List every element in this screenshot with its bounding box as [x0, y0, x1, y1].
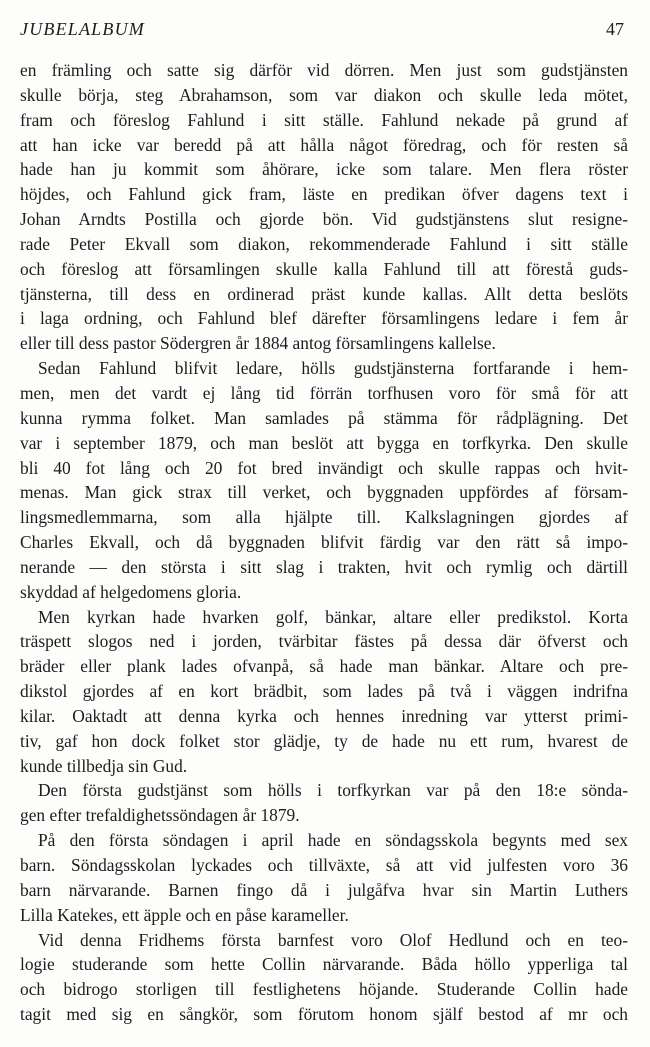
text-line: Charles Ekvall, och då byggnaden blifvit färdig var den rätt så impo-: [20, 532, 628, 553]
text-line: i laga ordning, och Fahlund blef därefter församlingens ledare i fem år: [20, 308, 628, 329]
text-line: var i september 1879, och man beslöt att bygga en torfkyrka. Den skulle: [20, 432, 628, 453]
text-line: Den första gudstjänst som hölls i torfkyrkan var på den 18:e sönda-: [38, 780, 628, 801]
text-line: menas. Man gick strax till verket, och byggnaden uppfördes af försam-: [20, 482, 628, 503]
text-line: tjänsterna, till dess en ordinerad präst kunde kallas. Allt detta beslöts: [20, 283, 628, 304]
text-line: skyddad af helgedomens gloria.: [20, 581, 242, 602]
text-line: På den första söndagen i april hade en söndagsskola begynts med sex: [38, 830, 628, 851]
text-line: träspett slogos ned i jorden, tvärbitar fästes på dessa där öfverst och: [20, 631, 628, 652]
page-number: 47: [606, 19, 624, 39]
text-line: gen efter trefaldighetssöndagen år 1879.: [20, 805, 300, 826]
text-line: kilar. Oaktadt att denna kyrka och hennes inredning var ytterst primi-: [20, 705, 628, 726]
text-line: Lilla Katekes, ett äpple och en påse karameller.: [20, 904, 349, 925]
running-title: JUBELALBUM: [20, 19, 145, 39]
text-line: logie studerande som hette Collin närvarande. Båda höllo ypperliga tal: [20, 954, 628, 975]
text-line: bräder eller plank lades ofvanpå, så hade man bänkar. Altare och pre-: [20, 656, 628, 677]
text-line: barn. Söndagsskolan lyckades och tillväxte, så att vid julfesten voro 36: [20, 855, 628, 875]
text-line: och bidrogo storligen till festlighetens höjande. Studerande Collin hade: [20, 979, 628, 1000]
text-line: höjdes, och Fahlund gick fram, läste en predikan öfver dagens text i: [20, 184, 628, 205]
text-line: tiv, gaf hon dock folket stor glädje, ty de hade nu ett rum, hvarest de: [20, 730, 628, 751]
text-line: att han icke var beredd på att hålla något föredrag, och för resten så: [20, 134, 628, 155]
text-line: Sedan Fahlund blifvit ledare, hölls gudstjänsterna fortfarande i hem-: [38, 358, 628, 379]
text-line: hade han ju kommit som åhörare, icke som talare. Men flera röster: [20, 159, 628, 180]
text-line: och föreslog att församlingen skulle kalla Fahlund till att förestå guds-: [20, 258, 628, 279]
text-line: tagit med sig en sångkör, som förutom honom själf bestod af mr och: [20, 1004, 628, 1025]
text-line: fram och föreslog Fahlund i sitt ställe. Fahlund nekade på grund af: [20, 109, 628, 130]
text-line: barn närvarande. Barnen fingo då i julgåfva hvar sin Martin Luthers: [20, 879, 628, 900]
text-line: eller till dess pastor Södergren år 1884 antog församlingens kallelse.: [20, 333, 496, 354]
text-line: lingsmedlemmarna, som alla hjälpte till. Kalkslagningen gjordes af: [20, 507, 628, 528]
text-line: Johan Arndts Postilla och gjorde bön. Vid gudstjänstens slut resigne-: [20, 209, 628, 230]
text-line: skulle börja, steg Abrahamson, som var diakon och skulle leda mötet,: [20, 84, 628, 105]
text-line: Vid denna Fridhems första barnfest voro Olof Hedlund och en teo-: [38, 929, 628, 950]
text-line: kunde tillbedja sin Gud.: [20, 755, 188, 776]
body-text: [20, 58, 628, 1027]
text-line: en främling och satte sig därför vid dörren. Men just som gudstjänsten: [20, 60, 628, 80]
text-line: kunna rymma folket. Man samlades på stämma för rådplägning. Det: [20, 407, 628, 428]
text-line: rade Peter Ekvall som diakon, rekommenderade Fahlund i sitt ställe: [20, 233, 628, 254]
text-line: dikstol gjordes af en kort brädbit, som lades på två i väggen indrifna: [20, 681, 628, 702]
text-line: men, men det vardt ej lång tid förrän torfhusen voro för små för att: [20, 382, 628, 403]
text-line: bli 40 fot lång och 20 fot bred invändigt och skulle rappas och hvit-: [20, 457, 628, 478]
text-line: Men kyrkan hade hvarken golf, bänkar, altare eller predikstol. Korta: [38, 606, 628, 627]
text-line: nerande — den största i sitt slag i trakten, hvit och rymlig och därtill: [20, 556, 628, 577]
